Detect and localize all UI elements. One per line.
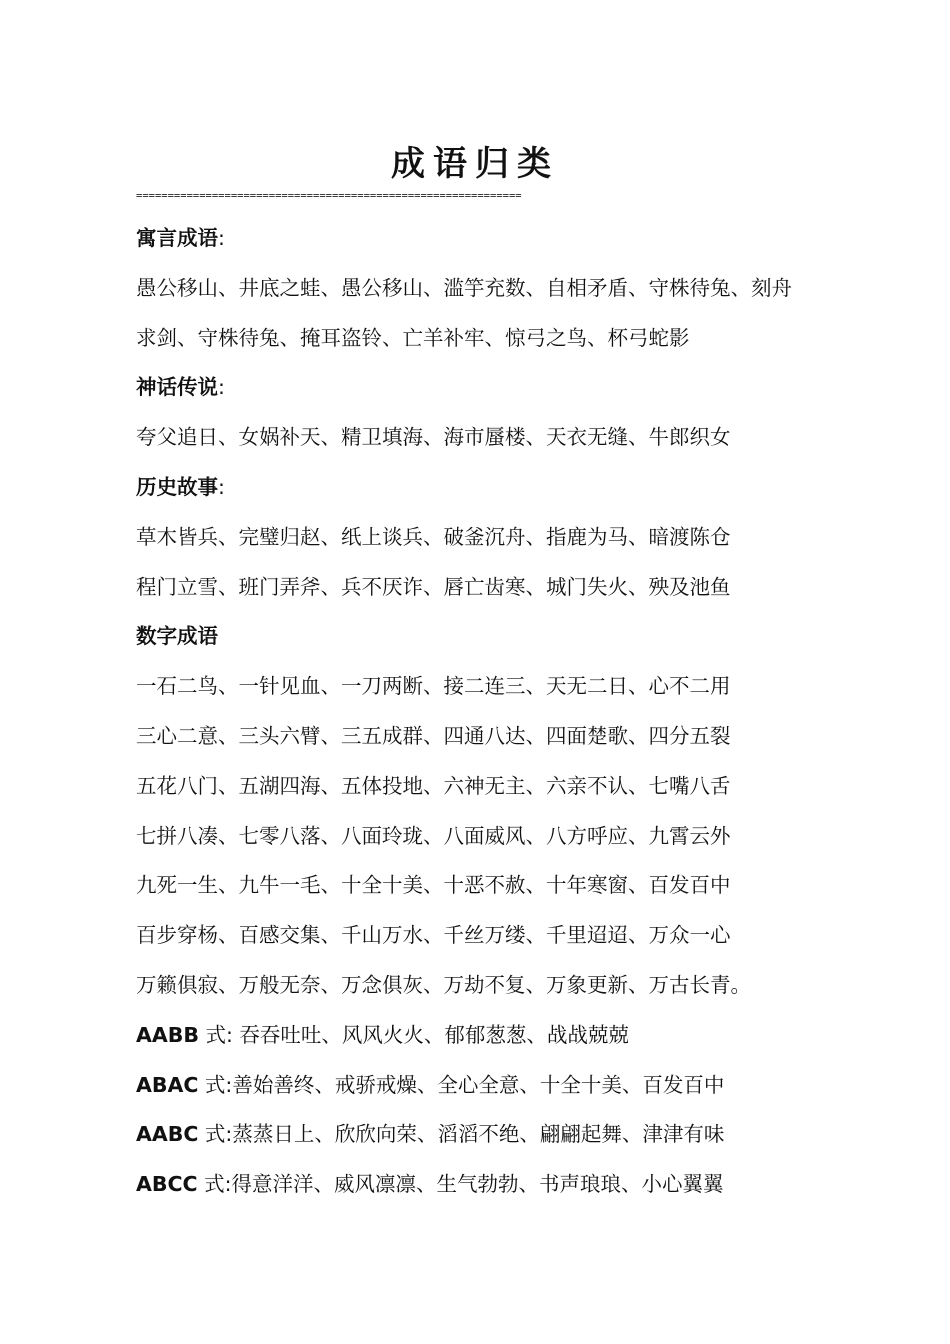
text-line: 愚公移山、井底之蛙、愚公移山、滥竽充数、自相矛盾、守株待兔、刻舟 (136, 275, 792, 300)
text-line: 五花八门、五湖四海、五体投地、六神无主、六亲不认、七嘴八舌 (136, 773, 731, 798)
pattern-label: 式: (198, 1072, 233, 1097)
pattern-examples: 善始善终、戒骄戒燥、全心全意、十全十美、百发百中 (232, 1072, 725, 1097)
pattern-label: 式: (198, 1022, 240, 1047)
text-line: 程门立雪、班门弄斧、兵不厌诈、唇亡齿寒、城门失火、殃及池鱼 (136, 574, 731, 599)
section-heading-colon: : (218, 474, 225, 499)
pattern-label: 式: (198, 1122, 233, 1147)
section-heading-fable (136, 214, 836, 264)
section-heading-colon: : (218, 226, 225, 250)
pattern-line-aabc (136, 1110, 836, 1160)
section-heading-text: 神话传说 (136, 375, 218, 400)
section-heading-text: 寓言成语 (136, 226, 218, 250)
page-title: 成语归类 (391, 144, 559, 184)
section-heading-colon: : (218, 375, 225, 400)
section-heading-history (136, 463, 836, 513)
text-line: 百步穿杨、百感交集、千山万水、千丝万缕、千里迢迢、万众一心 (136, 923, 731, 948)
text-line: 万籁俱寂、万般无奈、万念俱灰、万劫不复、万象更新、万古长青。 (136, 972, 751, 997)
pattern-line-aabb (136, 1011, 836, 1061)
separator-rule: ============================================================= (136, 190, 522, 202)
section-heading-text: 历史故事 (136, 474, 218, 499)
document-body (136, 214, 836, 1210)
text-line: 夸父追日、女娲补天、精卫填海、海市蜃楼、天衣无缝、牛郎织女 (136, 425, 731, 450)
pattern-examples: 得意洋洋、威风凛凛、生气勃勃、书声琅琅、小心翼翼 (231, 1172, 724, 1197)
pattern-code: ABCC (136, 1172, 198, 1197)
text-line: 一石二鸟、一针见血、一刀两断、接二连三、天无二日、心不二用 (136, 674, 731, 699)
pattern-code: AABB (136, 1022, 199, 1047)
pattern-code: ABAC (136, 1072, 199, 1097)
text-line: 三心二意、三头六臂、三五成群、四通八达、四面楚歌、四分五裂 (136, 723, 731, 748)
text-line: 草木皆兵、完璧归赵、纸上谈兵、破釜沉舟、指鹿为马、暗渡陈仓 (136, 524, 731, 549)
section-heading-myth (136, 363, 836, 413)
text-line: 七拼八凑、七零八落、八面玲珑、八面威风、八方呼应、九霄云外 (136, 823, 731, 848)
pattern-line-abcc (136, 1160, 836, 1210)
text-line: 九死一生、九牛一毛、十全十美、十恶不赦、十年寒窗、百发百中 (136, 873, 731, 898)
pattern-code: AABC (136, 1122, 199, 1147)
pattern-examples: 吞吞吐吐、风风火火、郁郁葱葱、战战兢兢 (239, 1022, 629, 1047)
pattern-line-abac (136, 1061, 836, 1111)
text-line: 求剑、守株待兔、掩耳盗铃、亡羊补牢、惊弓之鸟、杯弓蛇影 (136, 325, 690, 350)
section-heading-text: 数字成语 (136, 624, 218, 649)
section-heading-numbers (136, 612, 836, 662)
pattern-label: 式: (197, 1172, 232, 1197)
pattern-examples: 蒸蒸日上、欣欣向荣、滔滔不绝、翩翩起舞、津津有味 (232, 1122, 725, 1147)
